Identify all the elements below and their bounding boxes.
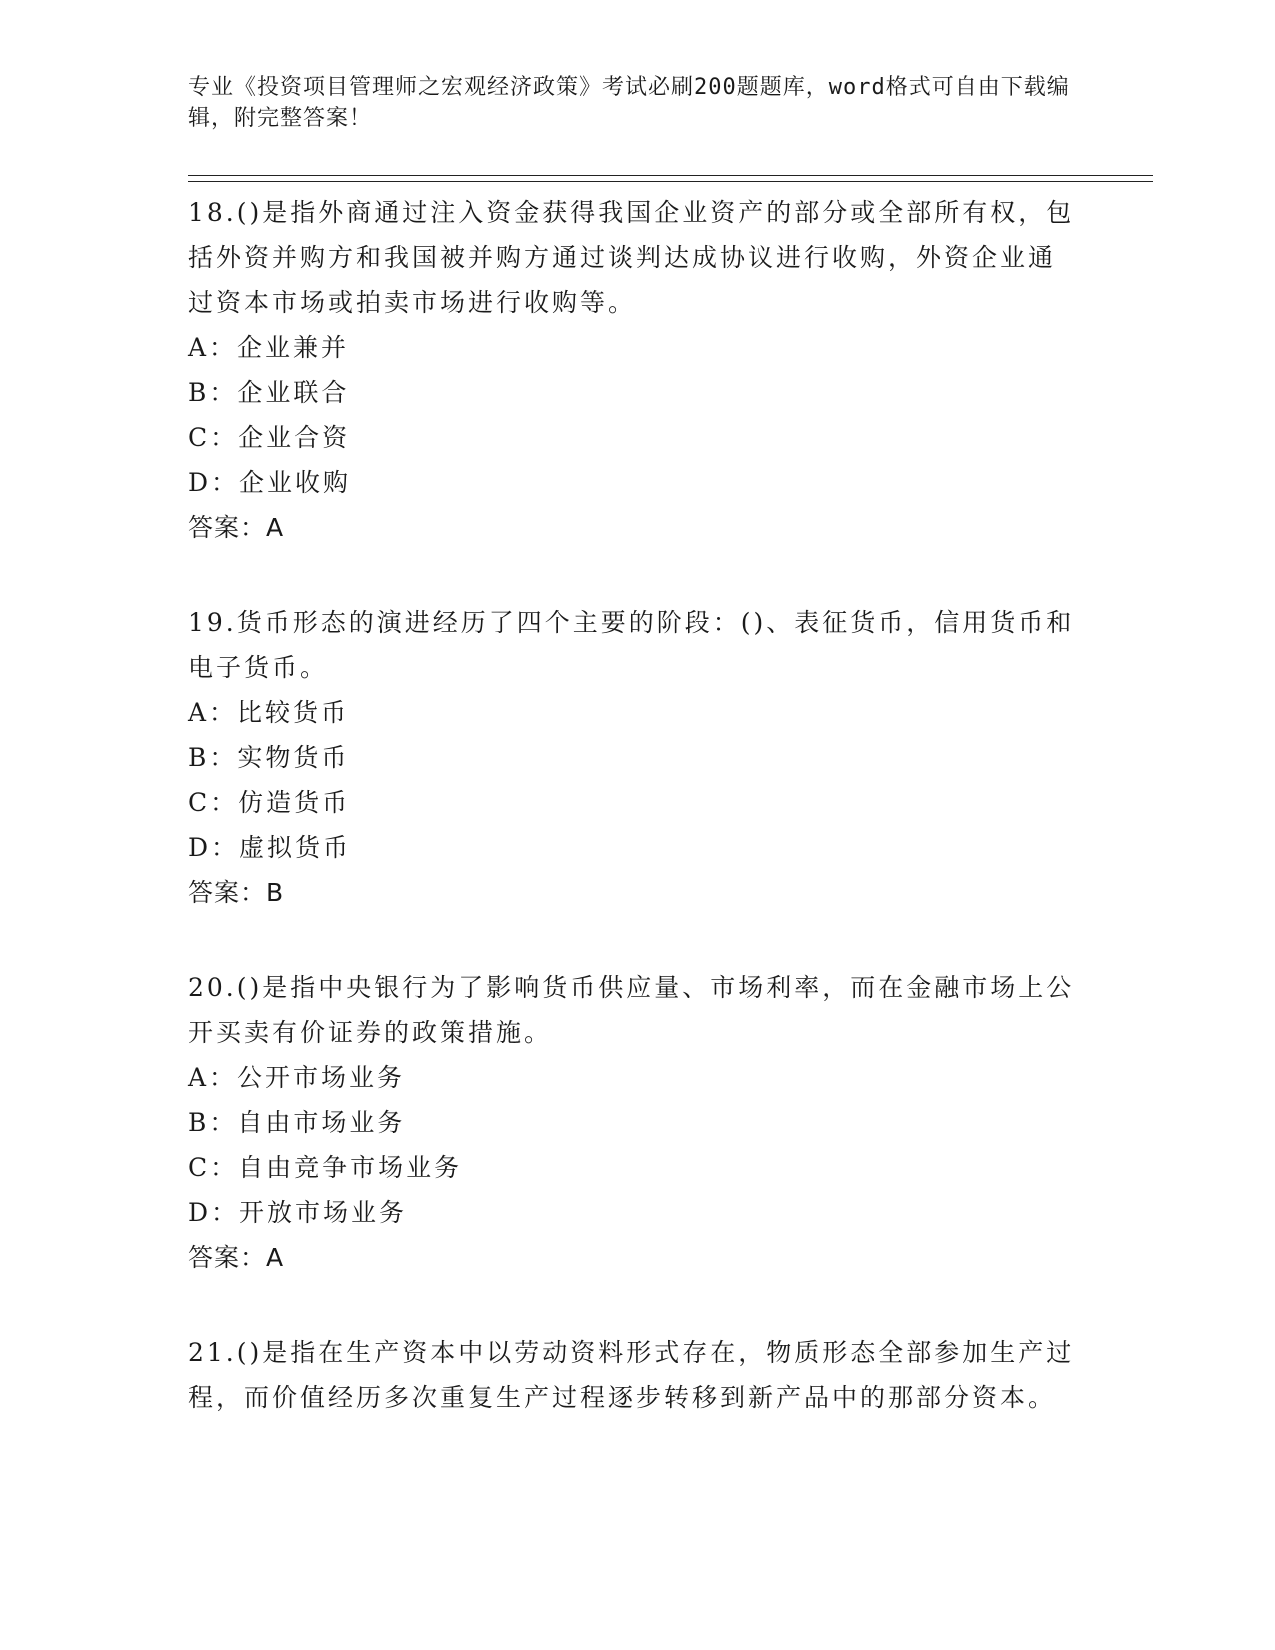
option-a: A：公开市场业务 xyxy=(188,1063,406,1092)
option-c: C：企业合资 xyxy=(188,423,351,452)
option-b: B：自由市场业务 xyxy=(188,1108,406,1137)
header-rule-top xyxy=(188,175,1153,176)
option-d: D：开放市场业务 xyxy=(188,1198,408,1227)
question-text: 20.()是指中央银行为了影响货币供应量、市场利率，而在金融市场上公开买卖有价证券的政策措施。 xyxy=(188,973,1075,1047)
option-a: A：企业兼并 xyxy=(188,333,350,362)
header-rule-bottom xyxy=(188,181,1153,182)
question-text: 19.货币形态的演进经历了四个主要的阶段：()、表征货币，信用货币和电子货币。 xyxy=(188,608,1075,682)
option-b: B：实物货币 xyxy=(188,743,350,772)
question-20 xyxy=(188,965,1078,1280)
document-header: 专业《投资项目管理师之宏观经济政策》考试必刷200题题库，word格式可自由下载编辑，附完整答案！ xyxy=(188,75,1070,131)
answer-line: 答案：A xyxy=(188,1243,285,1272)
answer-line: 答案：A xyxy=(188,513,285,542)
option-b: B：企业联合 xyxy=(188,378,350,407)
option-d: D：虚拟货币 xyxy=(188,833,352,862)
option-d: D：企业收购 xyxy=(188,468,352,497)
option-c: C：仿造货币 xyxy=(188,788,351,817)
option-c: C：自由竞争市场业务 xyxy=(188,1153,463,1182)
question-18 xyxy=(188,190,1078,550)
answer-line: 答案：B xyxy=(188,878,285,907)
question-text: 18.()是指外商通过注入资金获得我国企业资产的部分或全部所有权，包括外资并购方和我国被并购方通过谈判达成协议进行收购，外资企业通过资本市场或拍卖市场进行收购等。 xyxy=(188,198,1075,317)
question-19 xyxy=(188,600,1078,915)
question-text: 21.()是指在生产资本中以劳动资料形式存在，物质形态全部参加生产过程，而价值经历多次重复生产过程逐步转移到新产品中的那部分资本。 xyxy=(188,1338,1075,1412)
option-a: A：比较货币 xyxy=(188,698,350,727)
question-21 xyxy=(188,1330,1078,1420)
question-list xyxy=(188,190,1078,1420)
